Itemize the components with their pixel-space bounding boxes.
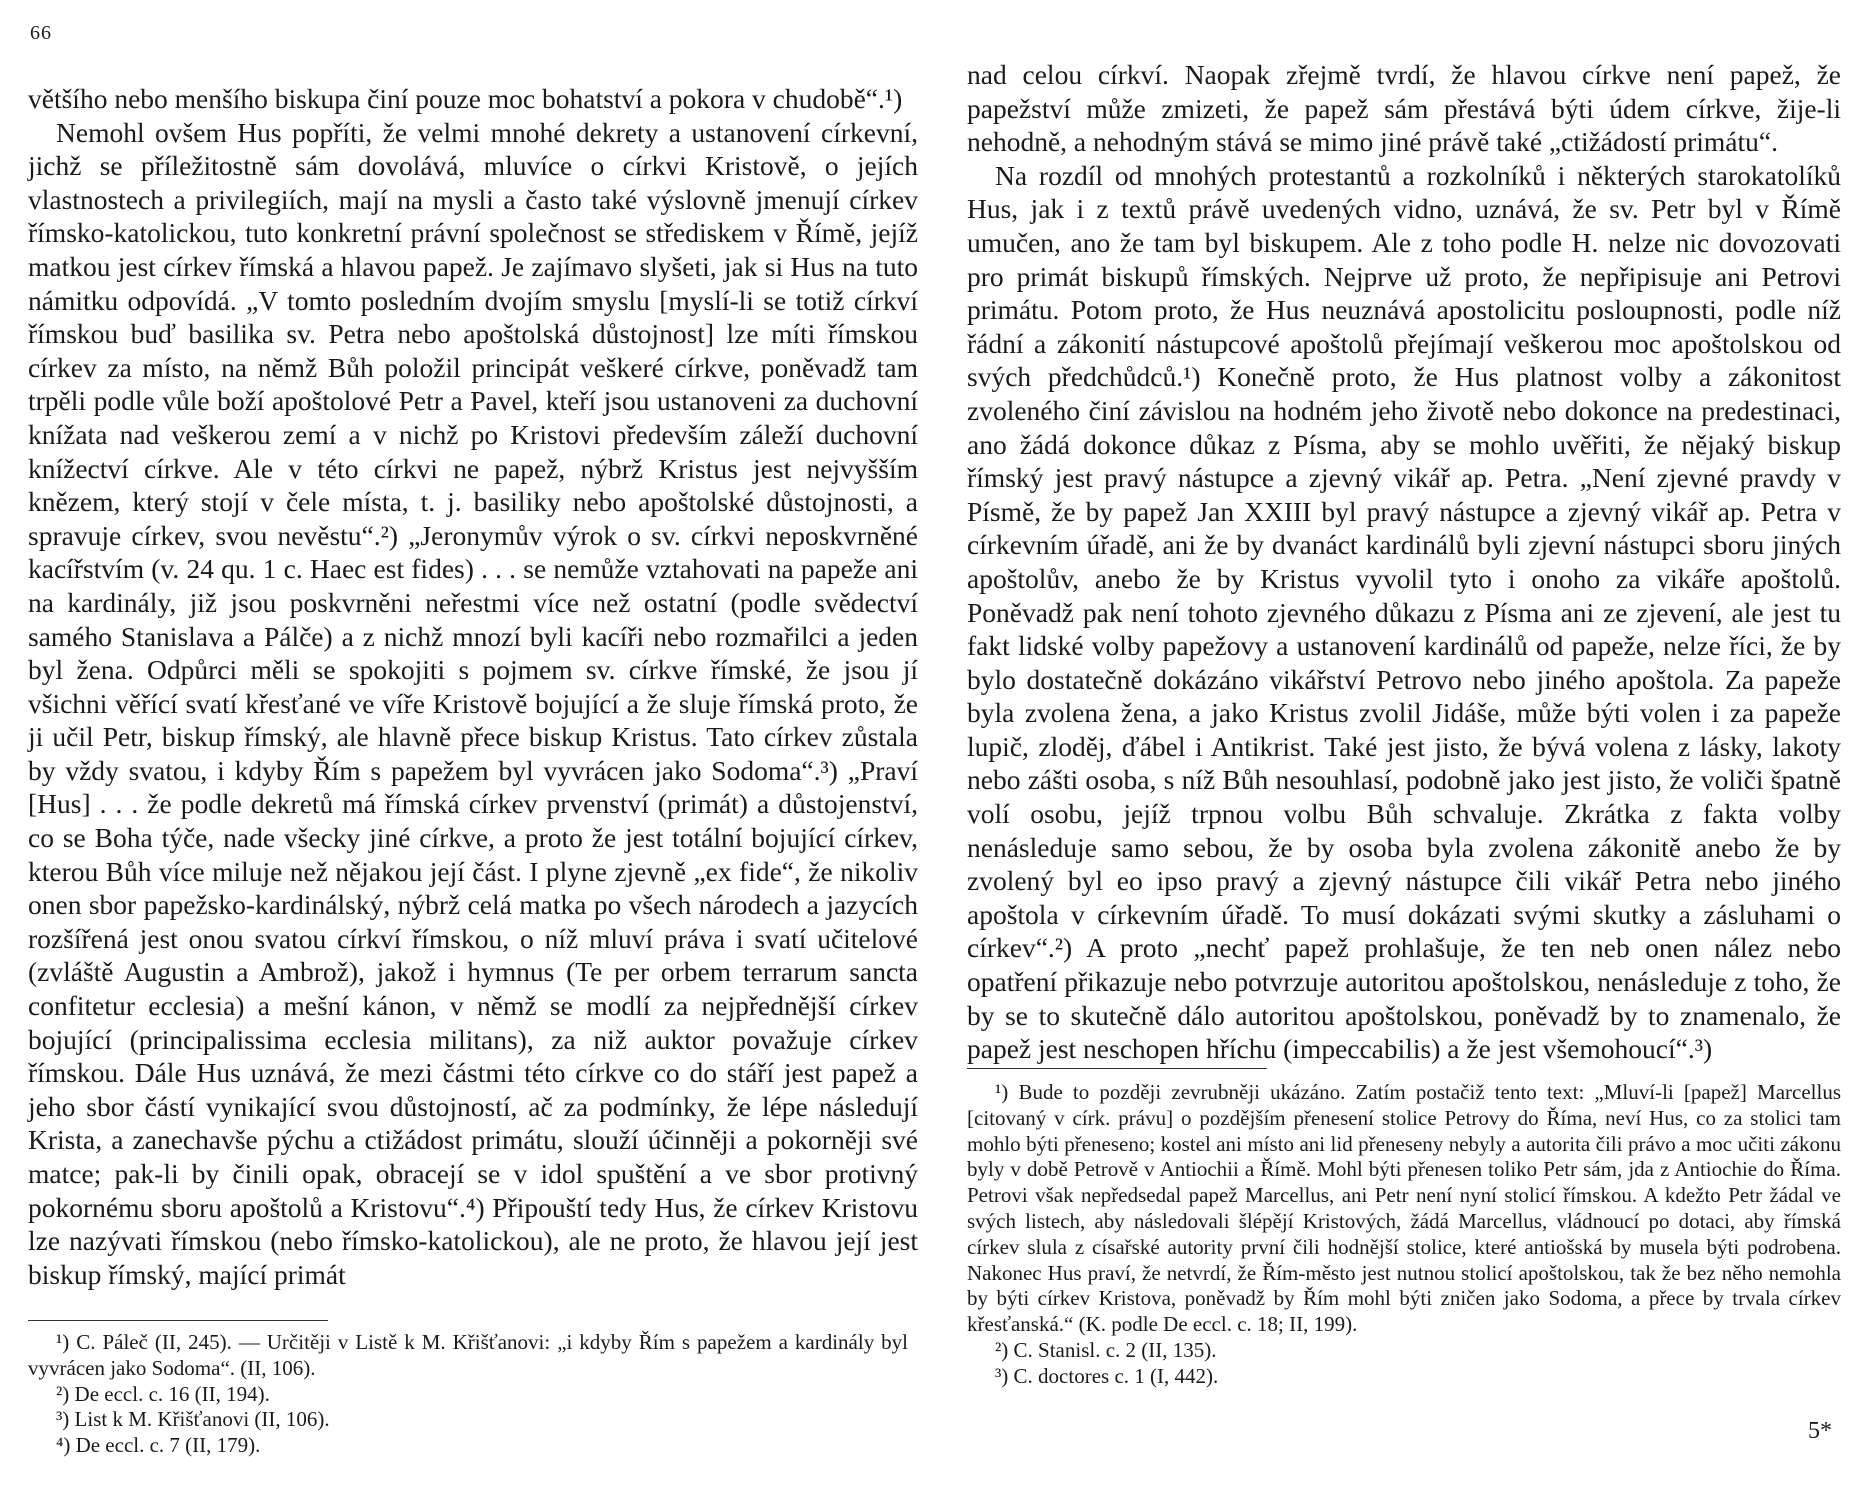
footnote-divider (967, 1068, 1267, 1069)
footnote: ²) C. Stanisl. c. 2 (II, 135). (995, 1337, 1217, 1362)
footnote: ⁴) De eccl. c. 7 (II, 179). (56, 1433, 261, 1458)
footnote: ³) List k M. Křišťanovi (II, 106). (56, 1407, 330, 1432)
paragraph: Nemohl ovšem Hus popříti, že velmi mnohé dekrety a ustanovení církevní, jichž se příležitostně sám dovolává, mluvíce o církvi Kristově, o jejích vlastnostech a privilegiích, mají na mysli a často také výslovně jmenují církev římsko-katolickou, tuto konkretní právní společnost se střediskem v Římě, jejíž matkou jest církev římská a hlavou papež. Je zajímavo slyšeti, jak si Hus na tuto námitku odpovídá. „V tomto posledním dvojím smyslu [myslí-li se totiž církví římskou buď basilika sv. Petra nebo apoštolská důstojnost] lze míti římskou církev za místo, na němž Bůh položil principát veškeré církve, poněvadž tam trpěli podle vůle boží apoštolové Petr a Pavel, kteří jsou ustanoveni za duchovní knížata nad veškerou zemí a v nichž po Kristovi především záleží duchovní knížectví církve. Ale v této církvi ne papež, nýbrž Kristus jest nejvyšším knězem, který stojí v čele místa, t. j. basiliky nebo apoštolské důstojnosti, a spravuje církev, svou nevěstu“.²) „Jeronymův výrok o sv. církvi neposkvrněné kacířstvím (v. 24 qu. 1 c. Haec est fides) . . . se nemůže vztahovati na papeže ani na kardinály, již jsou poskvrněni neřestmi více než ostatní (podle svědectví samého Stanislava a Pálče) a z nichž mnozí byli kacíři nebo rozmařilci a jeden byl žena. Odpůrci měli se spokojiti s pojmem sv. církve římské, že jsou jí všichni věřící svatí křesťané ve víře Kristově bojující a že sluje římská proto, že ji učil Petr, biskup římský, ale hlavně přece biskup Kristus. Tato církev zůstala by vždy svatou, i kdyby Řím s papežem byl vyvrácen jako Sodoma“.³) „Praví [Hus] . . . že podle dekretů má římská církev prvenství (primát) a důstojenství, co se Boha týče, nade všecky jiné církve, a proto že jest totální bojující církev, kterou Bůh více miluje než nějakou její část. I plyne zjevně „ex fide“, že nikoliv onen sbor papežsko-kardinálský, nýbrž celá matka po všech národech a jazycích rozšířená jest onou svatou církví římskou, o níž mluví práva i svatí učitelové (zvláště Augustin a Ambrož), jakož i hymnus (Te per orbem terrarum sancta confitetur ecclesia) a mešní kánon, v němž se modlí za nejpřednější církev bojující (principalissima ecclesia militans), za niž auktor považuje církev římskou. Dále Hus uznává, že mezi částmi této církve co do stáří jest papež a jeho sbor částí vynikající svou důstojností, ač za podmínky, že lépe následují Krista, a zanechavše pýchu a ctižádost primátu, slouží účinněji a pokorněji své matce; pak-li by činili opak, obracejí se v idol spuštění a ve sbor protivný pokornému sboru apoštolů a Kristovu“.⁴) Připouští tedy Hus, že církev Kristovu lze nazývati římskou (nebo římsko-katolickou), ale ne proto, že hlavou její jest biskup římský, mající primát (28, 116, 918, 1290)
right-body-text (967, 58, 1841, 1066)
left-body-text (28, 82, 918, 1291)
right-footnotes (967, 1080, 1841, 1390)
footnote: ¹) Bude to později zevrubněji ukázáno. Zatím postačiž tento text: „Mluví-li [papež] Marcellus [citovaný v círk. právu] o pozdějším přenesení stolice Petrovy do Říma, neví Hus, co za stolici tam mohlo býti přeneseno; kostel ani místo ani lid přeneseny nebyly a autorita čili právo a moc učiti zákonu byly v době Petrově v Antiochii a Římě. Mohl býti přenesen toliko Petr sám, jda z Antiochie do Říma. Petrovi však nepředsedal papež Marcellus, ani Petr není nyní stolicí římskou. A kdežto Petr žádal ve svých listech, aby následovali šlépějí Kristových, žádá Marcellus, vládnoucí po dotaci, aby římská církev slula z císařské autority první čili hodnější stolice, které antiošská by musela býti podrobena. Nakonec Hus praví, že netvrdí, že Řím-město jest nutnou stolicí apoštolskou, tak že bez něho nemohla by býti církev Kristova, poněvadž by Řím mohl býti zničen jako Sodoma, a přece by trvala církev křesťanská.“ (K. podle De eccl. c. 18; II, 199). (967, 1080, 1841, 1337)
paragraph: většího nebo menšího biskupa činí pouze moc bohatství a pokora v chudobě“.¹) (28, 83, 903, 114)
signature-mark: 5* (1808, 1418, 1832, 1444)
footnote-divider (28, 1320, 328, 1321)
paragraph: nad celou církví. Naopak zřejmě tvrdí, že hlavou církve není papež, že papežství může zmizeti, že papež sám přestává býti údem církve, žije-li nehodně, a nehodným stává se mimo jiné právě také „ctižádostí primátu“. (967, 59, 1841, 158)
right-page (931, 0, 1862, 1500)
left-footnotes (28, 1330, 908, 1459)
page-number: 66 (30, 22, 52, 44)
paragraph: Na rozdíl od mnohých protestantů a rozkolníků i některých starokatolíků Hus, jak i z textů právě uvedených vidno, uznává, že sv. Petr byl v Římě umučen, ano že tam byl biskupem. Ale z toho podle H. nelze nic dovozovati pro primát biskupů římských. Nejprve už proto, že nepřipisuje ani Petrovi primátu. Potom proto, že Hus neuznává apostolicitu posloupnosti, podle níž řádní a zákonití nástupcové apoštolů přejímají veškerou moc apoštolskou od svých předchůdců.¹) Konečně proto, že Hus platnost volby a zákonitost zvoleného činí závislou na hodném jeho životě nebo dokonce na predestinaci, ano žádá dokonce důkaz z Písma, aby se mohlo uvěřiti, že nějaký biskup římský jest pravý nástupce a zjevný vikář ap. Petra. „Není zjevné pravdy v Písmě, že by papež Jan XXIII byl pravý nástupce a zjevný vikář ap. Petra v církevním úřadě, ani že by dvanáct kardinálů byli zjevní nástupci sboru jiných apoštolův, anebo že by Kristus vyvolil tyto i onoho za vikáře apoštolů. Poněvadž pak není tohoto zjevného důkazu z Písma ani ze zjevení, ale jest tu fakt lidské volby papežovy a ustanovení kardinálů od papeže, nelze říci, že by bylo dostatečně dokázáno vikářství Petrovo nebo jiného apoštola. Za papeže byla zvolena žena, a jako Kristus zvolil Jidáše, může býti volen i za papeže lupič, zloděj, ďábel i Antikrist. Také jest jisto, že bývá volena z lásky, lakoty nebo zášti osoba, s níž Bůh nesouhlasí, podobně jako jest jisto, že voliči špatně volí osobu, jejíž trpnou volbu Bůh schvaluje. Zkrátka z fakta volby nenásleduje samo sebou, že by osoba byla zvolena zákonitě anebo že by zvolený byl eo ipso pravý a zjevný nástupce čili vikář Petra nebo jiného apoštola v církevním úřadě. To musí dokázati svými skutky a zásluhami o církev“.²) A proto „nechť papež prohlašuje, že ten neb onen nález nebo opatření přikazuje nebo potvrzuje autoritou apoštolskou, nenásleduje z toho, že by se to skutečně dálo autoritou apoštolskou, poněvadž by to znamenalo, že papež jest neschopen hříchu (impeccabilis) a že jest všemohoucí“.³) (967, 159, 1841, 1065)
footnote: ³) C. doctores c. 1 (I, 442). (995, 1363, 1219, 1388)
footnote: ²) De eccl. c. 16 (II, 194). (56, 1381, 270, 1406)
footnote: ¹) C. Páleč (II, 245). — Určitěji v Listě k M. Křišťanovi: „i kdyby Řím s papežem a kardinály byl vyvrácen jako Sodoma“. (II, 106). (28, 1330, 908, 1380)
